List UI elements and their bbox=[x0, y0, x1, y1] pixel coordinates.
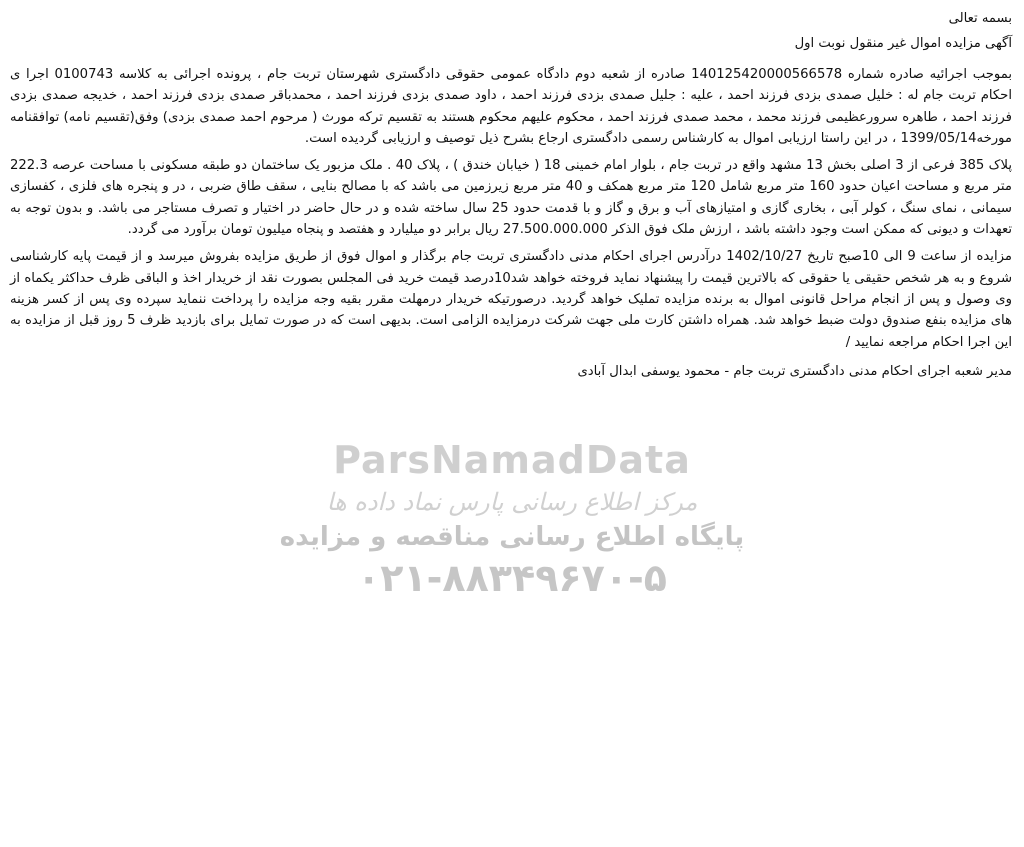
document-subject: آگهی مزایده اموال غیر منقول نوبت اول bbox=[794, 36, 1012, 51]
document-heading: بسمه تعالی bbox=[948, 11, 1012, 26]
signature-line: مدیر شعبه اجرای احکام مدنی دادگستری تربت جام - محمود یوسفی ابدال آبادی bbox=[577, 363, 1012, 379]
paragraph-auction-terms: مزایده از ساعت 9 الی 10صبح تاریخ 1402/10/27 درآدرس اجرای احکام مدنی دادگستری تربت جام برگذار و اموال فوق از طریق مزایده بفروش میرسد و از قیمت پایه کارشناسی شروع و به هر شخص حقیقی یا حقوقی که بالاترین قیمت را پیشنهاد نماید فروخته خواهد شد10درصد قیمت خرید فی المجلس بصورت نقد از خریدار اخذ و الباقی ظرف حداکثر یکماه از وی وصول و پس از انجام مراحل قانونی اموال به برنده مزایده تملیک خواهد گردید. درصورتیکه خریدار درمهلت مقرر بقیه وجه مزایده را پرداخت ننماید سپرده وی پس از کسر هزینه های مزایده بنفع صندوق دولت ضبط خواهد شد. همراه داشتن کارت ملی جهت شرکت درمزایده الزامی است. بدیهی است که در صورت تمایل برای بازدید ظرف 5 روز قبل از مزایده به این اجرا احکام مراجعه نمایید / bbox=[10, 249, 1012, 350]
watermark-brand: ParsNamadData bbox=[333, 438, 691, 482]
paragraph-property-description: پلاک 385 فرعی از 3 اصلی بخش 13 مشهد واقع در تربت جام ، بلوار امام خمینی 18 ( خیابان خندق ) ، پلاک 40 . ملک مزبور یک ساختمان دو طبقه مسکونی با مساحت عرصه 222.3 متر مربع و مساحت اعیان حدود 160 متر مربع شامل 120 متر مربع همکف و 40 متر مربع زیرزمین می باشد که با مصالح بنایی ، سقف طاق ضربی ، در و پنجره های فلزی ، کفسازی سیمانی ، نمای سنگ ، کولر آبی ، بخاری گازی و امتیازهای آب و برق و گاز و با قدمت حدود 25 سال ساخته شده و در حال حاضر در اختیار و تصرف مستاجر می باشد. و بدون توجه به تعهدات و دیونی که ممکن است وجود داشته باشد ، ارزش ملک فوق الذکر 27.500.000.000 ریال برابر دو میلیارد و هفتصد و پنجاه میلیون تومان برآورد می گردد. bbox=[10, 158, 1012, 238]
watermark-tagline: پایگاه اطلاع رسانی مناقصه و مزایده bbox=[279, 522, 745, 552]
watermark-script-text: مرکز اطلاع رسانی پارس نماد داده ها bbox=[326, 488, 698, 516]
document-body bbox=[10, 6, 1012, 388]
paragraph-execution-order: بموجب اجرائیه صادره شماره 140125420000566578 صادره از شعبه دوم دادگاه عمومی حقوقی دادگستری شهرستان تربت جام ، پرونده اجرائی به کلاسه 0100743 اجرا ی احکام تربت جام له : خلیل صمدی بزدی فرزند احمد ، علیه : جلیل صمدی بزدی فرزند احمد ، داود صمدی بزدی فرزند احمد ، محمدباقر صمدی بزدی فرزند احمد ، خدیجه صمدی بزدی فرزند احمد ، طاهره سرورعظیمی فرزند محمد ، محمد صمدی فرزند احمد ، محکوم علیهم محکوم هستند به تقسیم ترکه مورث ( مرحوم احمد صمدی بزدی) وفق(تقسیم نامه) توافقنامه مورخه1399/05/14 ، در این راستا ارزیابی اموال به کارشناس رسمی دادگستری ارجاع بشرح ذیل توصیف و ارزیابی گردیده است. bbox=[10, 67, 1012, 146]
watermark-phone: ۰۲۱-۸۸۳۴۹۶۷۰-۵ bbox=[357, 556, 667, 600]
